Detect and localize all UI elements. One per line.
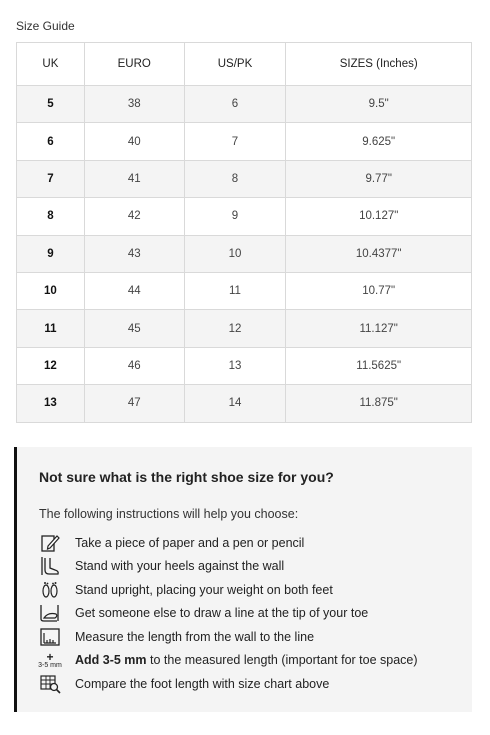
cell-us: 12 [184, 310, 286, 347]
list-item [35, 602, 465, 626]
list-item [35, 578, 465, 602]
cell-euro: 46 [84, 347, 184, 384]
cell-euro: 42 [84, 198, 184, 235]
cell-uk: 7 [17, 160, 85, 197]
step-text [75, 653, 418, 667]
cell-uk: 9 [17, 235, 85, 272]
plus-mm-label: 3-5 mm [38, 661, 62, 669]
foot-line-icon [35, 602, 65, 624]
step-text: Stand upright, placing your weight on both feet [75, 582, 333, 597]
table-header-row [17, 43, 472, 86]
cell-us: 7 [184, 123, 286, 160]
cell-uk: 12 [17, 347, 85, 384]
cell-us: 8 [184, 160, 286, 197]
list-item [35, 649, 465, 673]
step-rest-text: to the measured length (important for toe space) [146, 653, 418, 668]
cell-us: 11 [184, 272, 286, 309]
list-item [35, 555, 465, 579]
cell-uk: 6 [17, 123, 85, 160]
paper-pen-icon [35, 532, 65, 554]
measure-ruler-icon [35, 626, 65, 648]
chart-magnifier-icon [35, 673, 65, 695]
cell-euro: 45 [84, 310, 184, 347]
cell-us: 14 [184, 385, 286, 422]
table-row [17, 198, 472, 235]
cell-euro: 47 [84, 385, 184, 422]
cell-inches: 9.77" [286, 160, 472, 197]
cell-inches: 11.875" [286, 385, 472, 422]
step-text: Get someone else to draw a line at the tip of your toe [75, 606, 369, 621]
cell-inches: 11.5625" [286, 347, 472, 384]
cell-inches: 10.4377" [286, 235, 472, 272]
cell-euro: 41 [84, 160, 184, 197]
table-row [17, 310, 472, 347]
cell-us: 10 [184, 235, 286, 272]
step-text: Stand with your heels against the wall [75, 559, 285, 574]
instruction-list [35, 531, 465, 696]
size-table [16, 42, 472, 423]
size-help-panel [14, 447, 472, 712]
cell-uk: 11 [17, 310, 85, 347]
boot-wall-icon [35, 555, 65, 577]
cell-us: 9 [184, 198, 286, 235]
cell-inches: 9.5" [286, 86, 472, 123]
cell-inches: 11.127" [286, 310, 472, 347]
step-bold-text: Add 3-5 mm [75, 653, 147, 668]
cell-inches: 10.127" [286, 198, 472, 235]
footprints-icon [35, 579, 65, 601]
table-row [17, 160, 472, 197]
table-row [17, 123, 472, 160]
cell-uk: 10 [17, 272, 85, 309]
cell-euro: 44 [84, 272, 184, 309]
cell-us: 6 [184, 86, 286, 123]
column-header-uk: UK [17, 43, 85, 86]
step-text: Take a piece of paper and a pen or pencil [75, 535, 305, 550]
step-text: Compare the foot length with size chart above [75, 676, 330, 691]
column-header-euro: EURO [84, 43, 184, 86]
cell-uk: 8 [17, 198, 85, 235]
cell-uk: 13 [17, 385, 85, 422]
table-row [17, 272, 472, 309]
page-title: Size Guide [16, 19, 75, 33]
list-item [35, 625, 465, 649]
list-item [35, 531, 465, 555]
table-row [17, 235, 472, 272]
cell-us: 13 [184, 347, 286, 384]
list-item [35, 672, 465, 696]
cell-inches: 10.77" [286, 272, 472, 309]
column-header-us: US/PK [184, 43, 286, 86]
column-header-inches: SIZES (Inches) [286, 43, 472, 86]
cell-uk: 5 [17, 86, 85, 123]
help-subtitle: The following instructions will help you choose: [39, 507, 299, 521]
table-row [17, 86, 472, 123]
cell-euro: 43 [84, 235, 184, 272]
cell-inches: 9.625" [286, 123, 472, 160]
table-row [17, 347, 472, 384]
cell-euro: 40 [84, 123, 184, 160]
table-row [17, 385, 472, 422]
cell-euro: 38 [84, 86, 184, 123]
step-text: Measure the length from the wall to the line [75, 629, 315, 644]
help-title: Not sure what is the right shoe size for you? [39, 469, 334, 485]
plus-mm-icon: + 3-5 mm [38, 649, 62, 669]
